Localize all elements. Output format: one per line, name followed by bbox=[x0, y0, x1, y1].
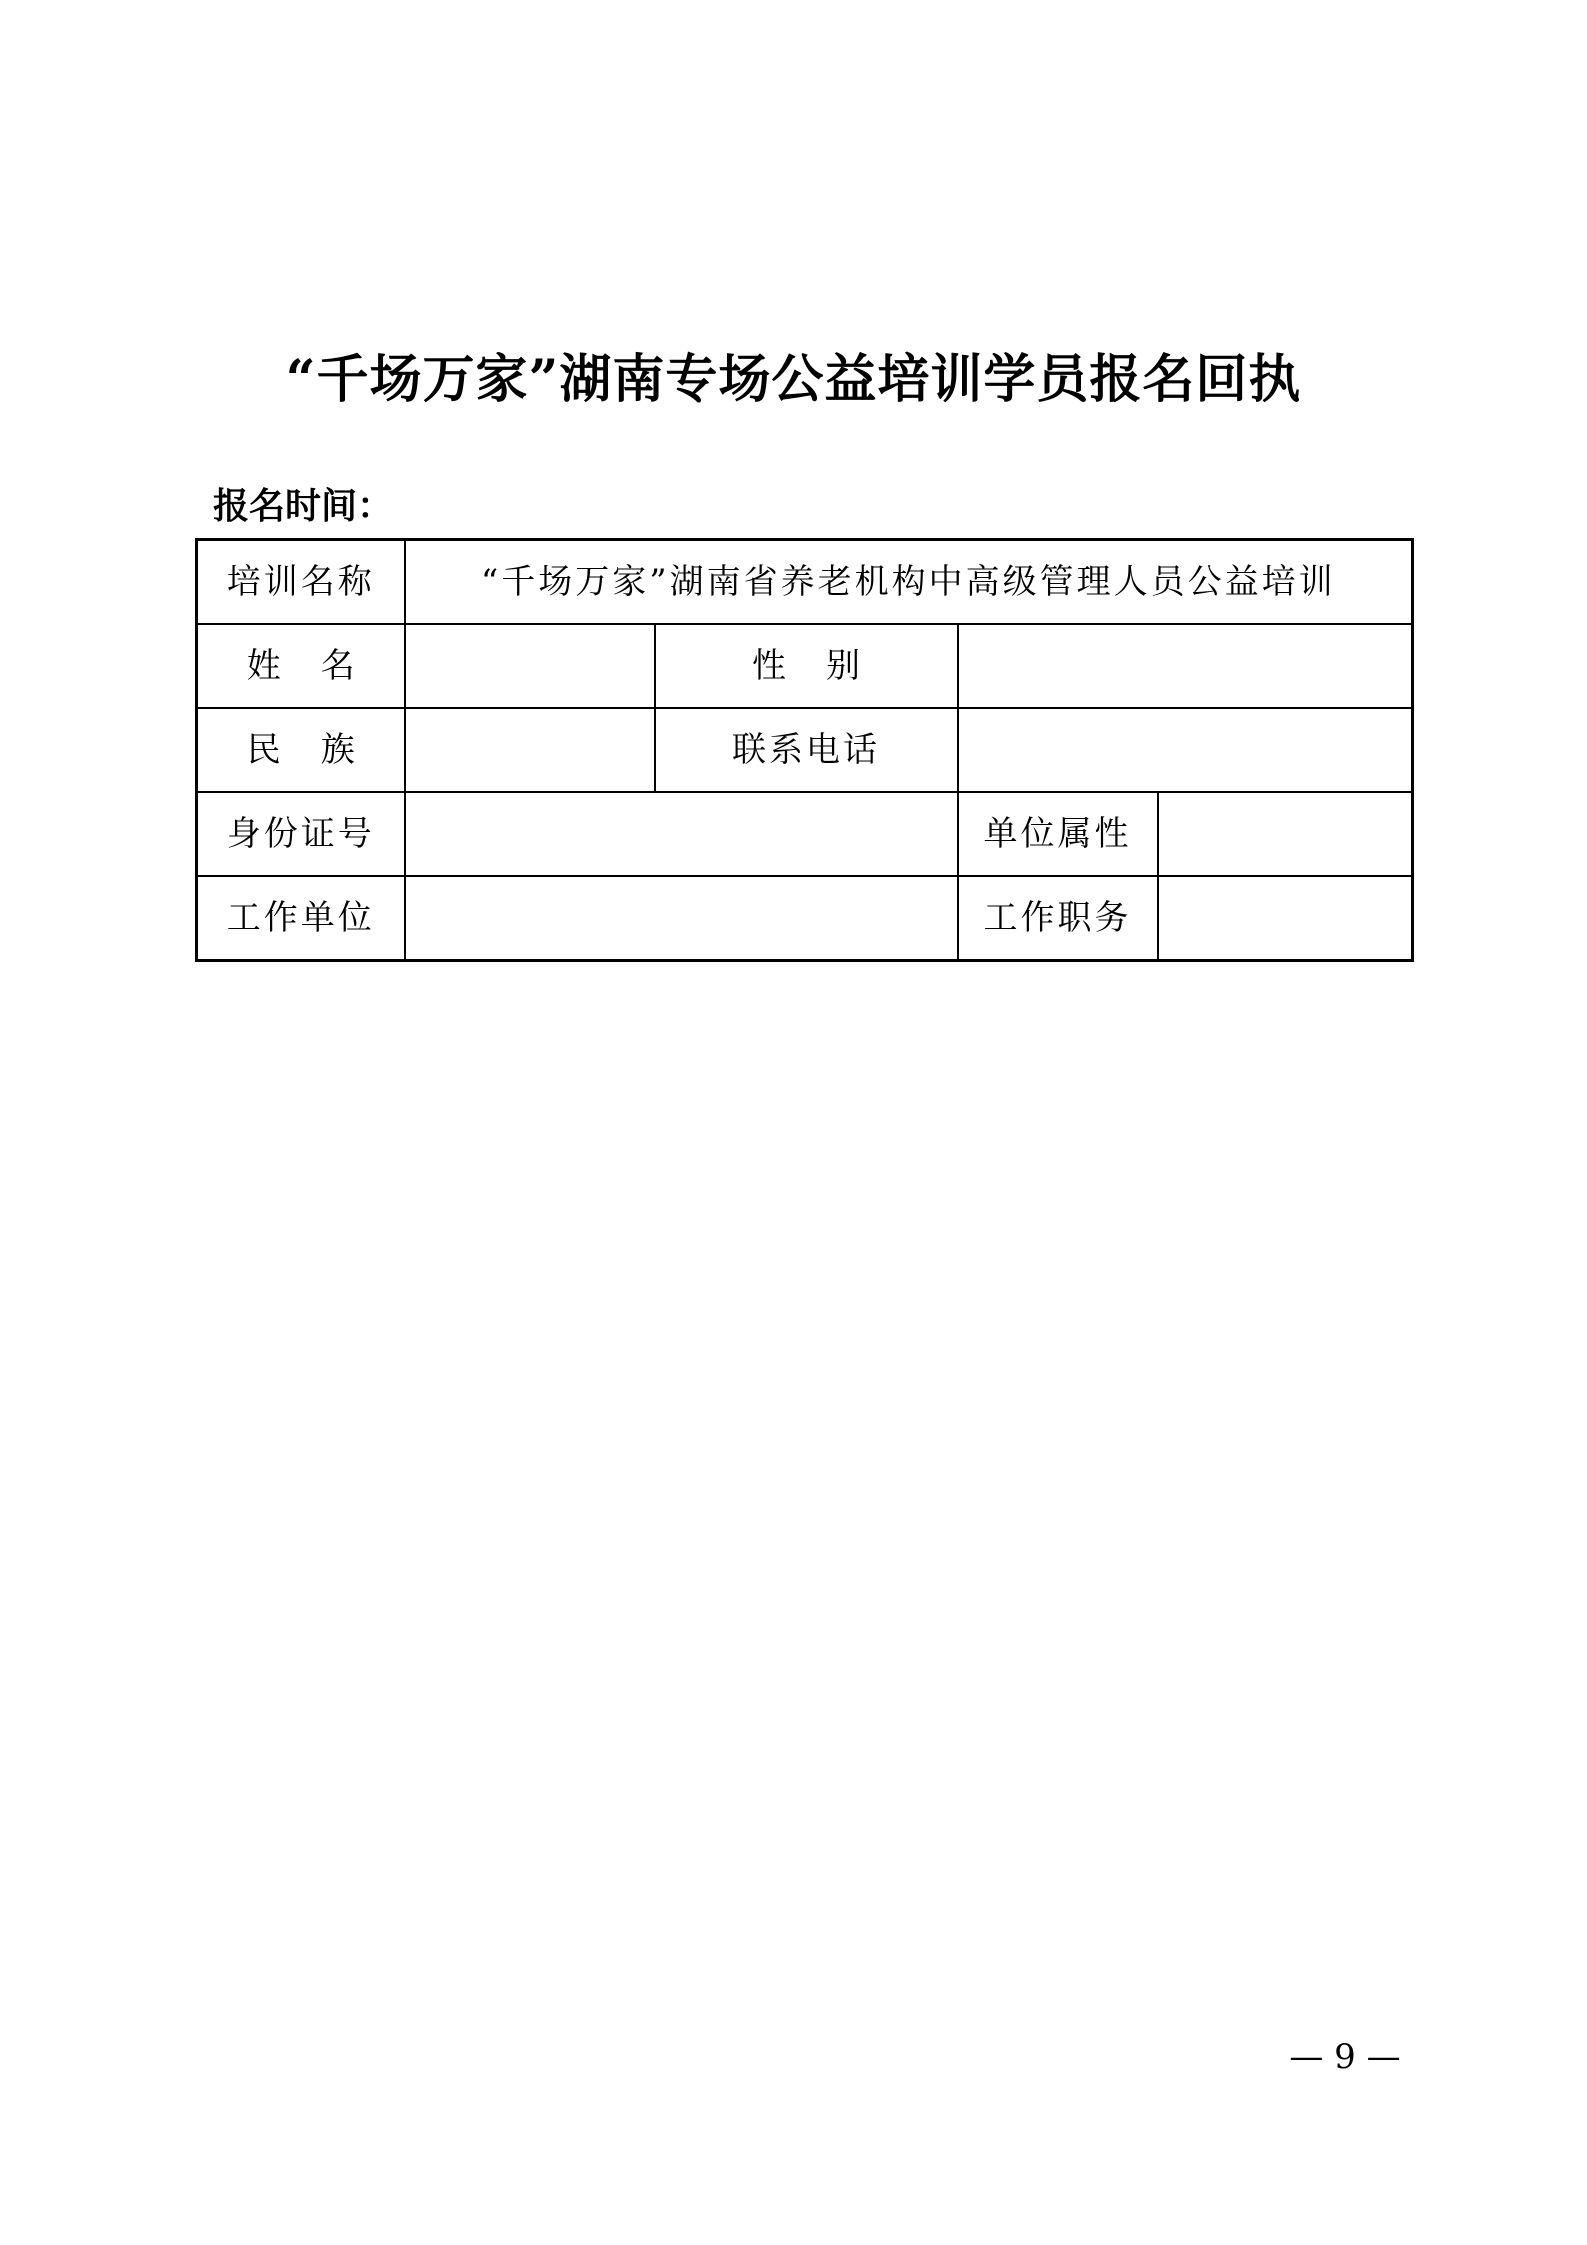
unit-type-field[interactable] bbox=[1158, 792, 1413, 876]
gender-field[interactable] bbox=[958, 624, 1413, 708]
table-row bbox=[197, 876, 1413, 961]
job-title-label: 工作职务 bbox=[958, 876, 1158, 961]
registration-time-label: 报名时间： bbox=[213, 485, 394, 527]
work-unit-field[interactable] bbox=[405, 876, 958, 961]
name-field[interactable] bbox=[405, 624, 655, 708]
table-row bbox=[197, 540, 1413, 625]
job-title-field[interactable] bbox=[1158, 876, 1413, 961]
ethnicity-field[interactable] bbox=[405, 708, 655, 792]
page-title: “千场万家”湖南专场公益培训学员报名回执 bbox=[285, 349, 1302, 410]
table-row bbox=[197, 792, 1413, 876]
training-name-value: “千场万家”湖南省养老机构中高级管理人员公益培训 bbox=[405, 540, 1413, 625]
name-label: 姓名 bbox=[197, 624, 405, 708]
page-number: — 9 — bbox=[1289, 2037, 1401, 2077]
id-number-label: 身份证号 bbox=[197, 792, 405, 876]
gender-label: 性别 bbox=[655, 624, 958, 708]
phone-field[interactable] bbox=[958, 708, 1413, 792]
id-number-field[interactable] bbox=[405, 792, 958, 876]
unit-type-label: 单位属性 bbox=[958, 792, 1158, 876]
work-unit-label: 工作单位 bbox=[197, 876, 405, 961]
registration-form-table bbox=[195, 538, 1414, 962]
table-row bbox=[197, 624, 1413, 708]
ethnicity-label: 民族 bbox=[197, 708, 405, 792]
table-row bbox=[197, 708, 1413, 792]
phone-label: 联系电话 bbox=[655, 708, 958, 792]
training-name-label: 培训名称 bbox=[197, 540, 405, 625]
